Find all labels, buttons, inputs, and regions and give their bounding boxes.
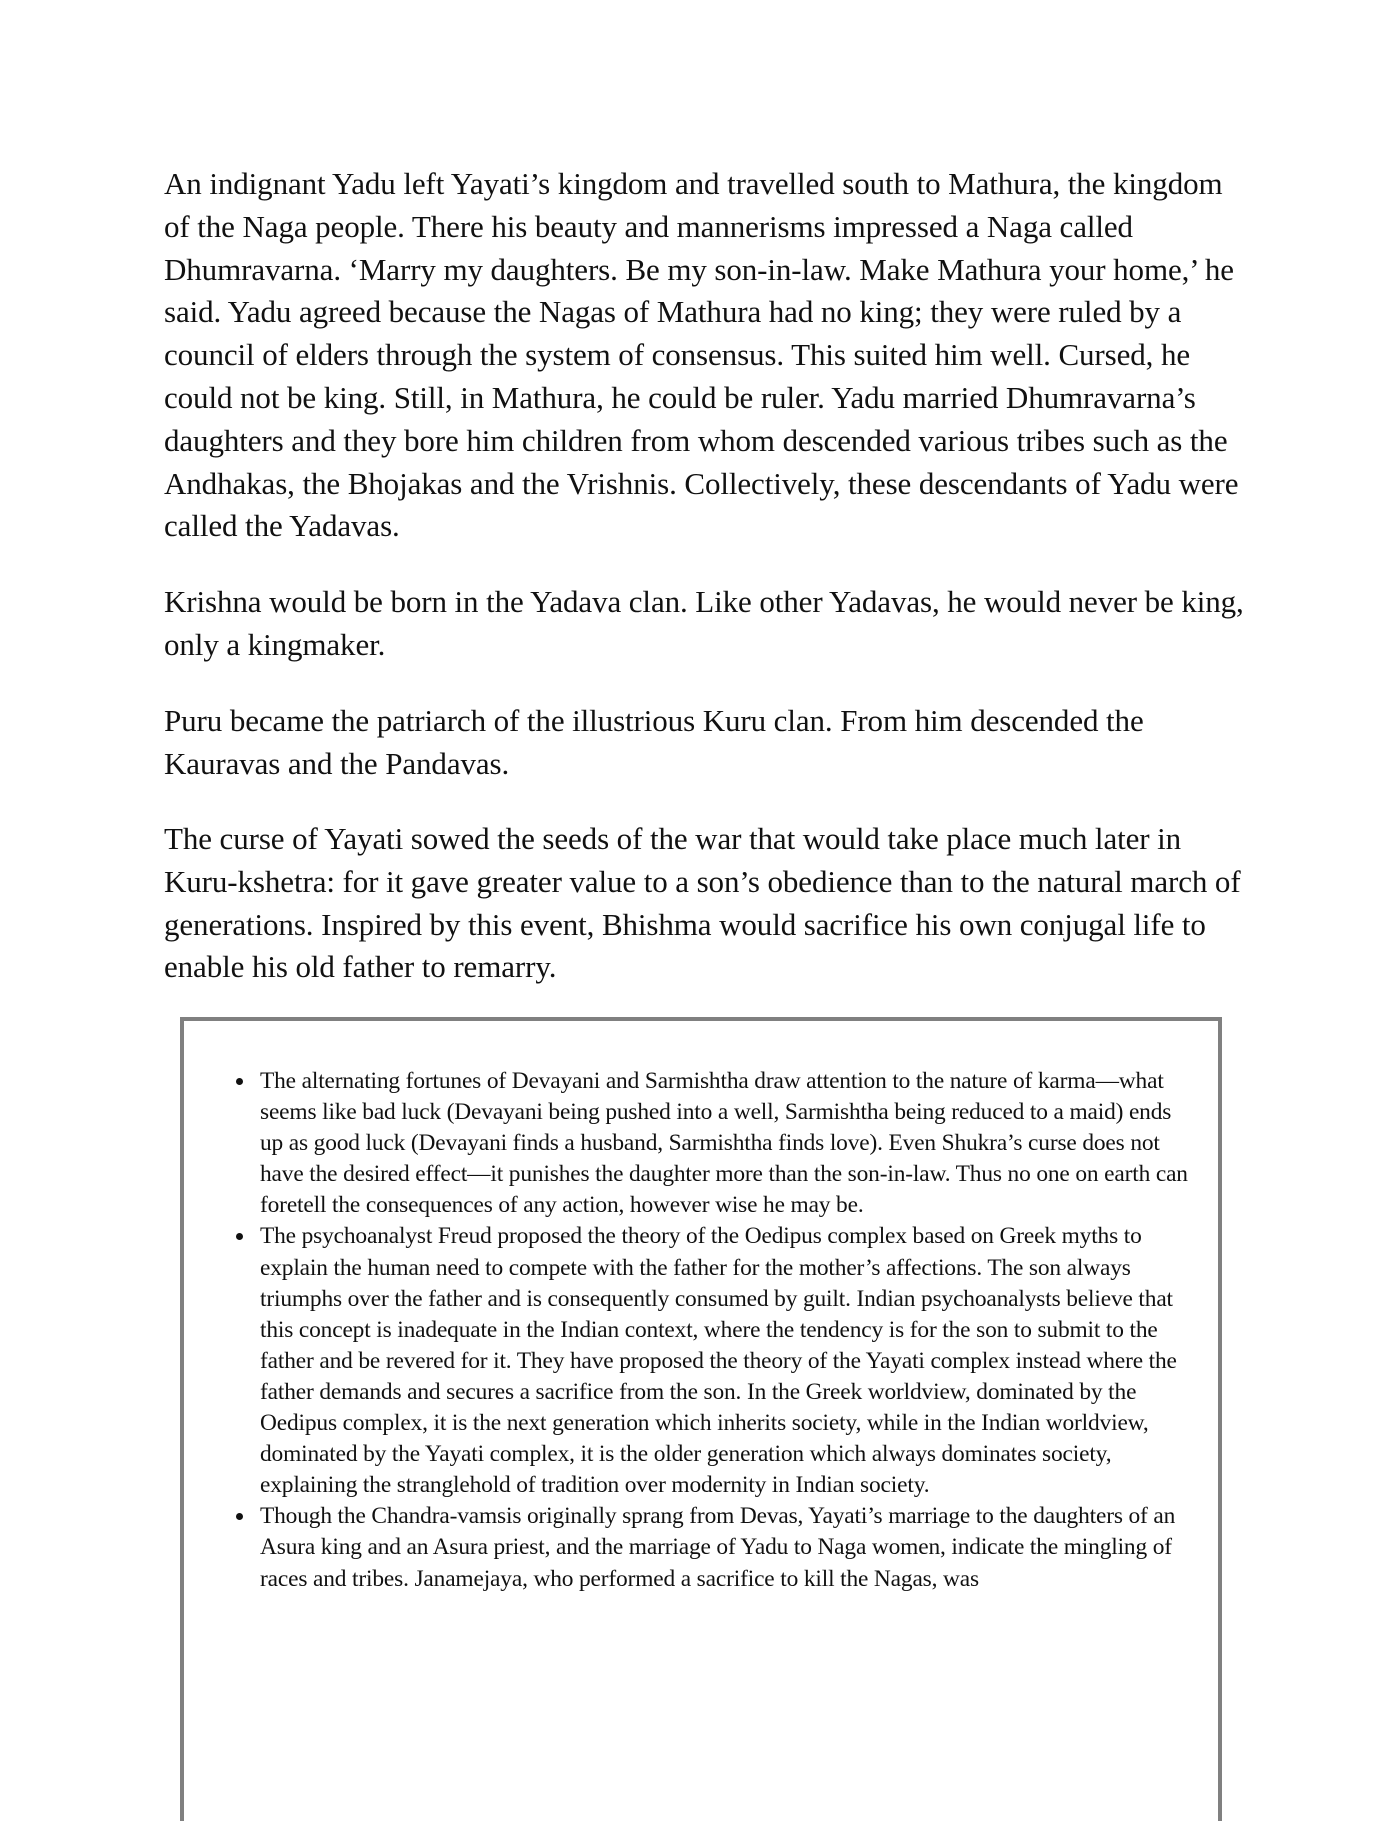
commentary-bullet-text: The psychoanalyst Freud proposed the theory of the Oedipus complex based on Greek myths to explain the human need to compete with the father for the mother’s affections. The son always triumphs over the father and is consequently consumed by guilt. Indian psychoanalysts believe that this concept is inadequate in the Indian context, where the tendency is for the son to submit to the father and be revered for it. They have proposed the theory of the Yayati complex instead where the father demands and secures a sacrifice from the son. In the Greek worldview, dominated by the Oedipus complex, it is the next generation which inherits society, while in the Indian worldview, dominated by the Yayati complex, it is the older generation which always dominates society, explaining the stranglehold of tradition over modernity in Indian society.	[260, 1223, 1177, 1499]
commentary-bullet-text: The alternating fortunes of Devayani and Sarmishtha draw attention to the nature of karma—what seems like bad luck (Devayani being pushed into a well, Sarmishtha being reduced to a maid) ends up as good luck (Devayani finds a husband, Sarmishtha finds love). Even Shukra’s curse does not have the desired effect—it punishes the daughter more than the son-in-law. Thus no one on earth can foretell the consequences of any action, however wise he may be.	[260, 1068, 1188, 1219]
commentary-bullet-item	[236, 1501, 1196, 1594]
body-paragraph: Krishna would be born in the Yadava clan. Like other Yadavas, he would never be king, only a kingmaker.	[164, 584, 1244, 662]
commentary-bullet-item	[236, 1066, 1196, 1221]
body-paragraph: Puru became the patriarch of the illustrious Kuru clan. From him descended the Kauravas and the Pandavas.	[164, 703, 1144, 781]
commentary-bullet-item	[236, 1221, 1196, 1501]
bullet-dot-icon	[236, 1078, 243, 1085]
commentary-bullet-list	[236, 1066, 1196, 1595]
bullet-dot-icon	[236, 1233, 243, 1240]
body-paragraph: The curse of Yayati sowed the seeds of the war that would take place much later in Kuru-kshetra: for it gave greater value to a son’s obedience than to the natural march of generations. Inspired by this event, Bhishma would sacrifice his own conjugal life to enable his old father to remarry.	[164, 821, 1241, 985]
body-paragraph: An indignant Yadu left Yayati’s kingdom and travelled south to Mathura, the kingdom of the Naga people. There his beauty and mannerisms impressed a Naga called Dhumravarna. ‘Marry my daughters. Be my son-in-law. Make Mathura your home,’ he said. Yadu agreed because the Nagas of Mathura had no king; they were ruled by a council of elders through the system of consensus. This suited him well. Cursed, he could not be king. Still, in Mathura, he could be ruler. Yadu married Dhumravarna’s daughters and they bore him children from whom descended various tribes such as the Andhakas, the Bhojakas and the Vrishnis. Collectively, these descendants of Yadu were called the Yadavas.	[164, 166, 1239, 544]
commentary-sidebox	[180, 1017, 1222, 1821]
bullet-dot-icon	[236, 1513, 243, 1520]
commentary-bullet-text: Though the Chandra-vamsis originally sprang from Devas, Yayati’s marriage to the daughters of an Asura king and an Asura priest, and the marriage of Yadu to Naga women, indicate the mingling of races and tribes. Janamejaya, who performed a sacrifice to kill the Nagas, was	[260, 1503, 1176, 1592]
